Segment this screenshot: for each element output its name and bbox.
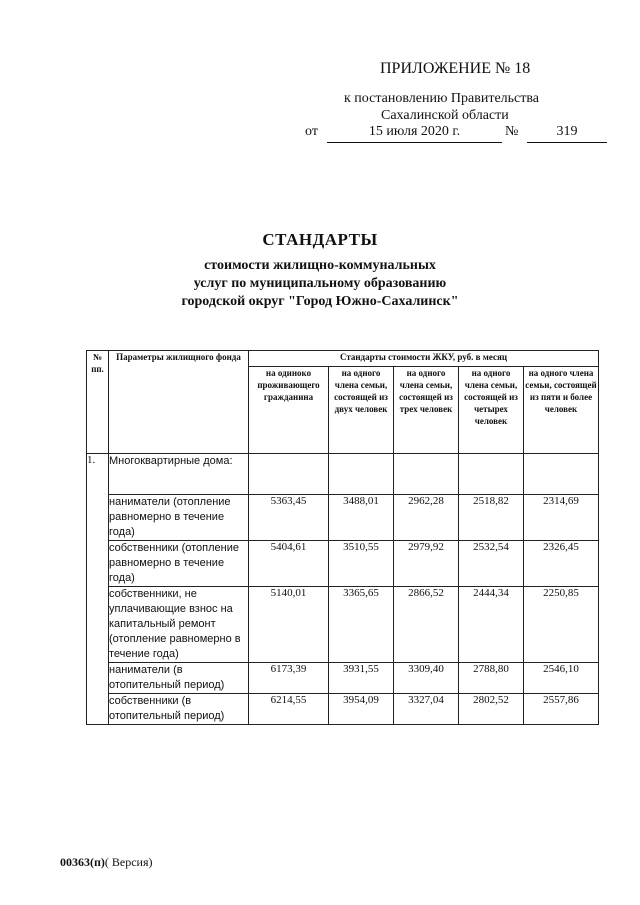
cell-value: 2866,52 [394, 587, 459, 663]
table-row [87, 694, 599, 725]
cell-value: 2962,28 [394, 495, 459, 541]
cell-value: 2250,85 [524, 587, 599, 663]
date-underline [327, 142, 502, 143]
standards-table [86, 350, 599, 725]
section-label: Многоквартирные дома: [109, 454, 249, 495]
subtitle-line-2: услуг по муниципальному образованию [193, 276, 447, 291]
cell-value: 5363,45 [249, 495, 329, 541]
subtitle-line-3: городской округ "Город Южно-Сахалинск" [181, 294, 459, 309]
cell-value: 2979,92 [394, 541, 459, 587]
resolution-line-2: Сахалинской области [381, 108, 509, 123]
table-row [87, 587, 599, 663]
cell-value: 2788,80 [459, 663, 524, 694]
header-parameters: Параметры жилищного фонда [109, 351, 249, 454]
row-label: собственники (отопление равномерно в течение года) [109, 541, 249, 587]
cell-value: 2314,69 [524, 495, 599, 541]
section-number: 1. [87, 454, 109, 725]
table-row [87, 663, 599, 694]
table-row [87, 495, 599, 541]
row-label: собственники, не уплачивающие взнос на капитальный ремонт (отопление равномерно в течение года) [109, 587, 249, 663]
cell-value: 2532,54 [459, 541, 524, 587]
document-footer [60, 855, 153, 870]
cell-value: 3327,04 [394, 694, 459, 725]
resolution-line-1: к постановлению Правительства [344, 91, 540, 106]
cell-value: 3488,01 [329, 495, 394, 541]
header-col-family-5plus: на одного члена семьи, состоящей из пяти и более человек [524, 367, 599, 454]
cell-value: 6214,55 [249, 694, 329, 725]
table-row [87, 454, 599, 495]
header-col-family-3: на одного члена семьи, состоящей из трех человек [394, 367, 459, 454]
cell-value: 3510,55 [329, 541, 394, 587]
cell-value: 3954,09 [329, 694, 394, 725]
document-code: 00363(п) [60, 855, 105, 869]
resolution-number: 319 [556, 124, 578, 139]
resolution-date-number [305, 124, 615, 144]
header-col-family-2: на одного члена семьи, состоящей из двух человек [329, 367, 394, 454]
resolution-date: 15 июля 2020 г. [368, 124, 461, 139]
table-row [87, 541, 599, 587]
from-label: от [305, 124, 318, 139]
cell-value: 3931,55 [329, 663, 394, 694]
cell-value: 2546,10 [524, 663, 599, 694]
header-number: № пп. [87, 351, 109, 454]
cell-value: 2444,34 [459, 587, 524, 663]
row-label: наниматели (в отопительный период) [109, 663, 249, 694]
cell-value: 2802,52 [459, 694, 524, 725]
number-sign: № [505, 124, 519, 139]
row-label: собственники (в отопительный период) [109, 694, 249, 725]
header-col-single: на одиноко проживающего гражданина [249, 367, 329, 454]
cell-value: 5404,61 [249, 541, 329, 587]
cell-value: 2326,45 [524, 541, 599, 587]
subtitle-line-1: стоимости жилищно-коммунальных [204, 258, 436, 273]
cell-value: 3365,65 [329, 587, 394, 663]
row-label: наниматели (отопление равномерно в течение года) [109, 495, 249, 541]
number-underline [527, 142, 607, 143]
annex-number: ПРИЛОЖЕНИЕ № 18 [380, 60, 531, 77]
cell-value: 6173,39 [249, 663, 329, 694]
header-col-family-4: на одного члена семьи, состоящей из четырех человек [459, 367, 524, 454]
header-cost-standards: Стандарты стоимости ЖКУ, руб. в месяц [249, 351, 599, 367]
cell-value: 3309,40 [394, 663, 459, 694]
document-version: ( Версия) [104, 855, 153, 869]
document-title: СТАНДАРТЫ [262, 230, 378, 249]
cell-value: 2557,86 [524, 694, 599, 725]
cell-value: 2518,82 [459, 495, 524, 541]
cell-value: 5140,01 [249, 587, 329, 663]
